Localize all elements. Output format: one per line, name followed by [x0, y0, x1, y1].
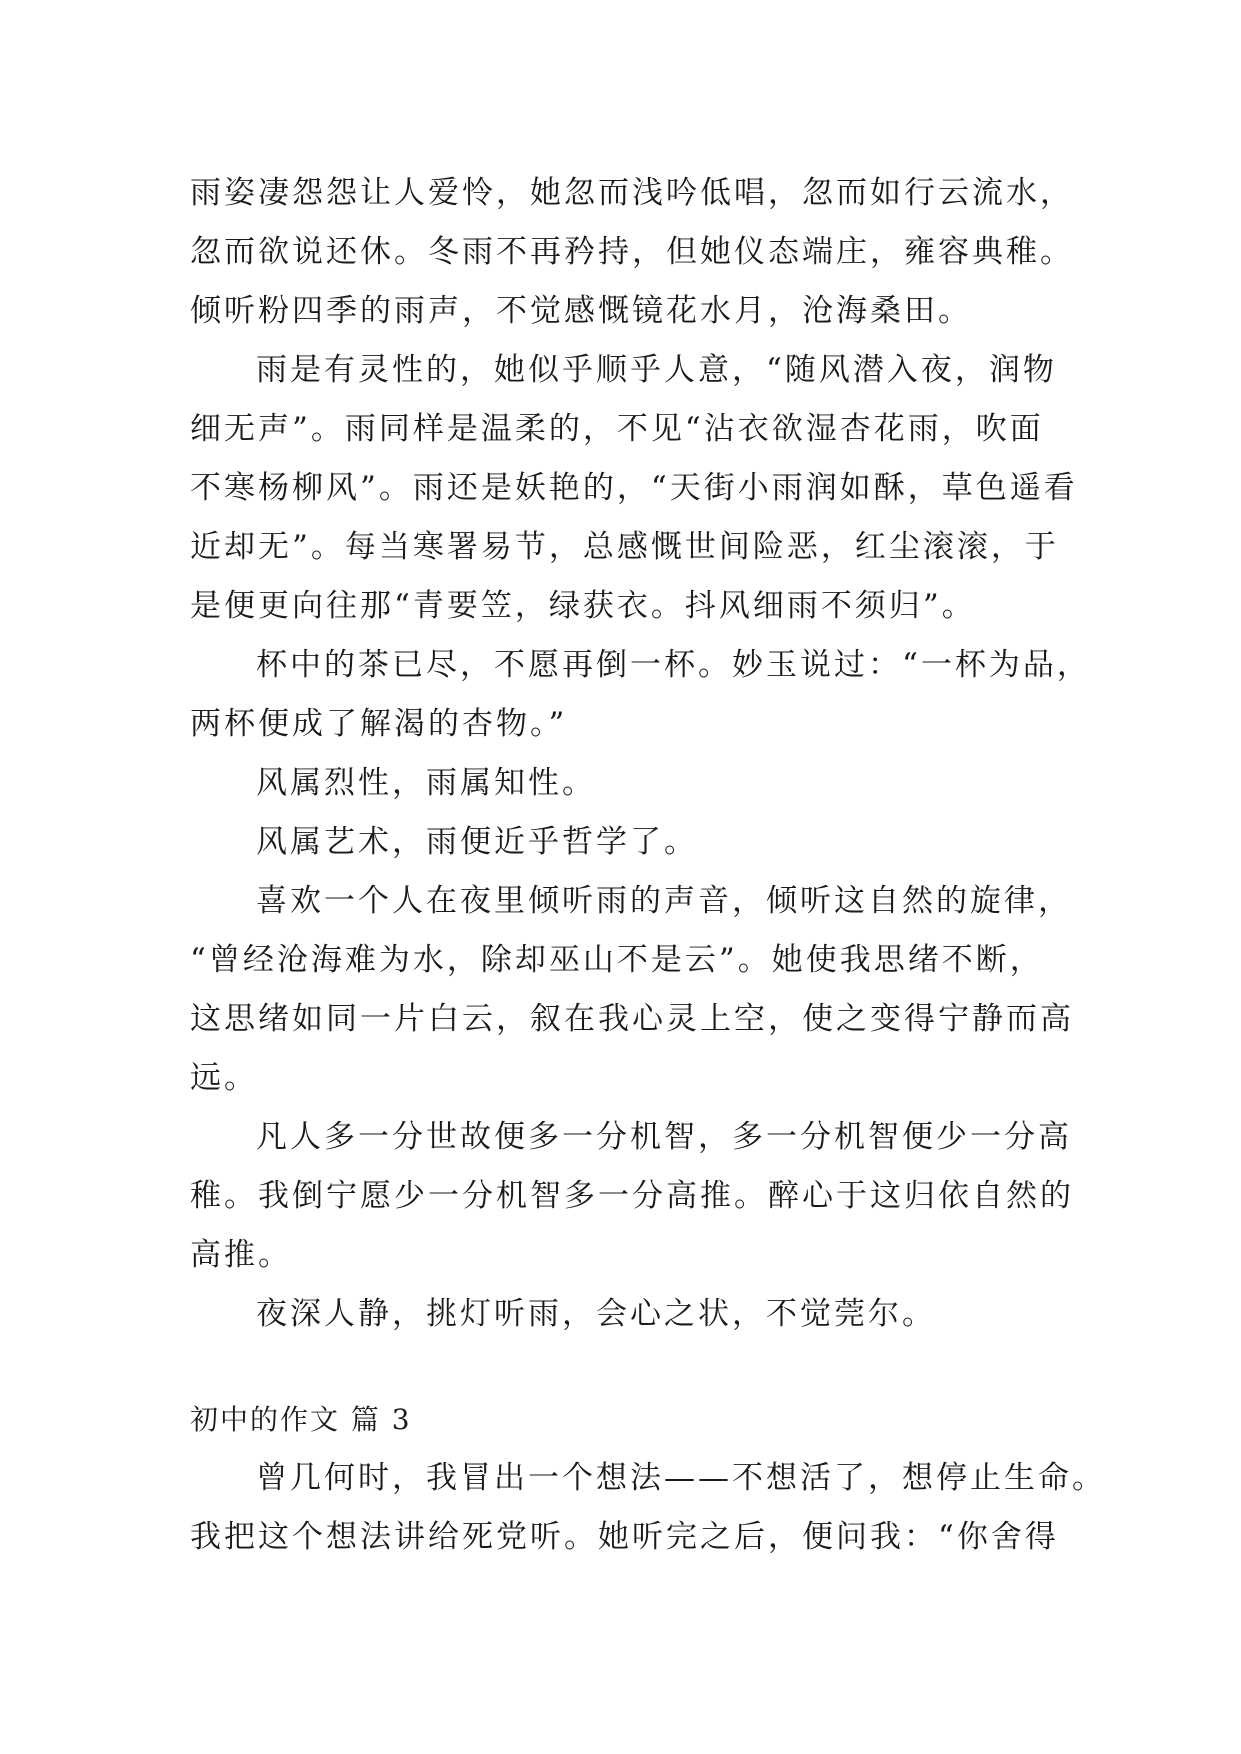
- essay-body: [190, 164, 1106, 1567]
- section-heading: 初中的作文 篇 3: [190, 1403, 412, 1436]
- text-line: 杯中的茶已尽，不愿再倒一杯。妙玉说过：“一杯为品，: [256, 647, 1091, 683]
- text-line: “曾经沧海难为水，除却巫山不是云”。她使我思绪不断，: [190, 942, 1044, 978]
- text-line: 细无声”。雨同样是温柔的，不见“沾衣欲湿杏花雨，吹面: [190, 411, 1044, 447]
- text-line: 近却无”。每当寒署易节，总感慨世间险恶，红尘滚滚，于: [190, 529, 1059, 565]
- text-line: 曾几何时，我冒出一个想法——不想活了，想停止生命。: [256, 1460, 1106, 1496]
- text-line: 忽而欲说还休。冬雨不再矜持，但她仪态端庄，雍容典稚。: [190, 234, 1074, 270]
- text-line: 高推。: [190, 1237, 292, 1273]
- text-line: 喜欢一个人在夜里倾听雨的声音，倾听这自然的旋律，: [256, 883, 1072, 919]
- text-line: 倾听粉四季的雨声，不觉感慨镜花水月，沧海桑田。: [190, 293, 972, 329]
- text-line: 远。: [190, 1060, 258, 1096]
- text-line: 这思绪如同一片白云，叙在我心灵上空，使之变得宁静而高: [190, 1001, 1074, 1037]
- text-line: 两杯便成了解渴的杏物。”: [190, 706, 568, 742]
- text-line: 是便更向往那“青要笠，绿获衣。抖风细雨不须归”。: [190, 588, 976, 624]
- text-line: 雨姿凄怨怨让人爱怜，她忽而浅吟低唱，忽而如行云流水，: [190, 175, 1074, 211]
- text-line: 雨是有灵性的，她似乎顺乎人意，“随风潜入夜，润物: [256, 352, 1057, 388]
- text-line: 风属烈性，雨属知性。: [256, 765, 596, 801]
- text-line: 夜深人静，挑灯听雨，会心之状，不觉莞尔。: [256, 1296, 936, 1332]
- text-line: 风属艺术，雨便近乎哲学了。: [256, 824, 698, 860]
- text-line: 不寒杨柳风”。雨还是妖艳的，“天街小雨润如酥，草色遥看: [190, 470, 1078, 506]
- text-line: 稚。我倒宁愿少一分机智多一分高推。醉心于这归依自然的: [190, 1178, 1074, 1214]
- text-line: 我把这个想法讲给死党听。她听完之后，便问我：“你舍得: [190, 1519, 1059, 1555]
- text-line: 凡人多一分世故便多一分机智，多一分机智便少一分高: [256, 1119, 1072, 1155]
- section-gap: [190, 1344, 1070, 1390]
